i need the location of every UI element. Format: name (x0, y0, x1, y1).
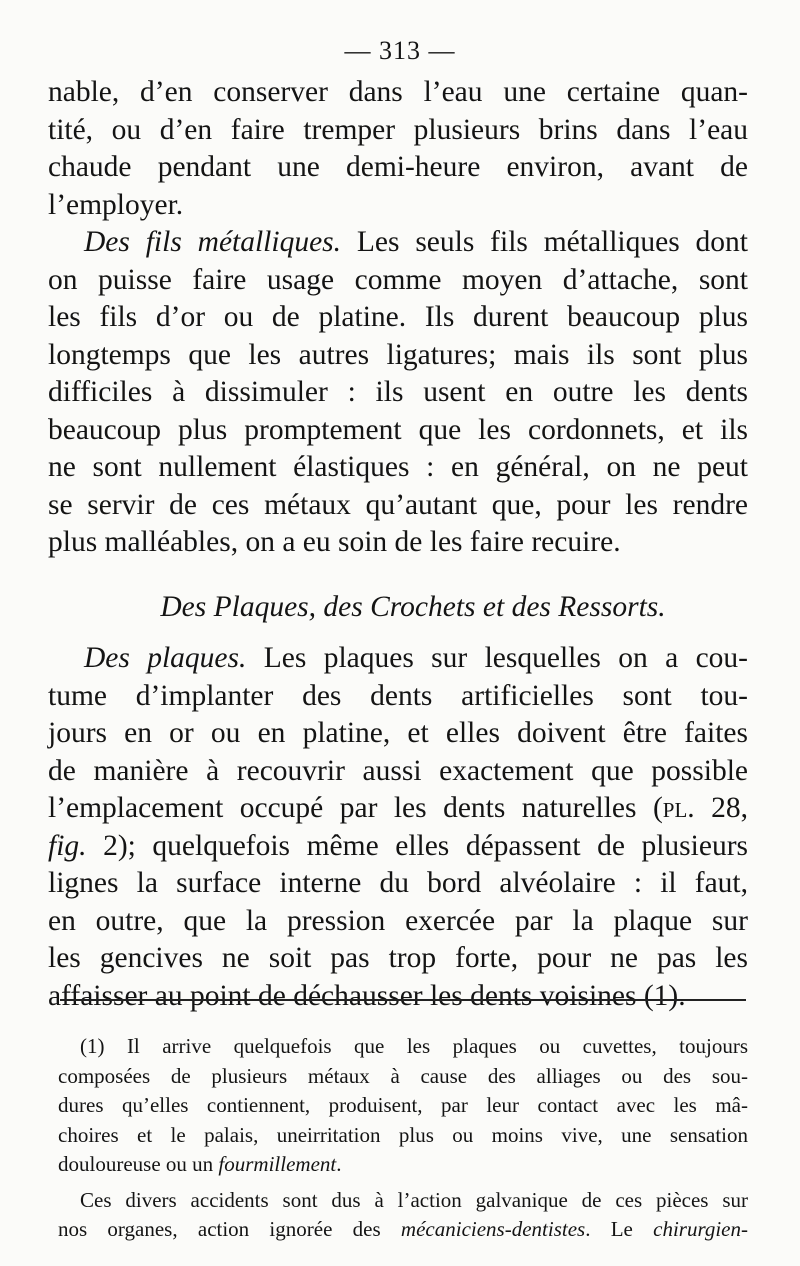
text-line: l’employer. (48, 188, 184, 221)
text-line: on puisse faire usage comme moyen d’attache, sont (48, 263, 748, 296)
plate-abbrev: pl. (662, 792, 695, 824)
text-line: longtemps que les autres ligatures; mais ils sont plus (48, 338, 748, 371)
spacer (48, 626, 748, 640)
text-line: les fils d’or ou de platine. Ils durent beaucoup plus (48, 301, 748, 333)
text-line: nable, d’en conserver dans l’eau une certaine quan- (48, 76, 748, 108)
text-line-figure-reference: fig. 2); quelquefois même elles dépassent de plusieurs (48, 829, 748, 862)
text-line: tité, ou d’en faire tremper plusieurs brins dans l’eau (48, 113, 748, 146)
footnote-line: choires et le palais, uneirritation plus ou moins vive, une sensation (58, 1122, 748, 1147)
text-line: lignes la surface interne du bord alvéolaire : il faut, (48, 867, 748, 899)
italic-term: mécaniciens-dentistes (400, 1217, 586, 1241)
spacer (48, 562, 748, 589)
footnote-line: composées de plusieurs métaux à cause des alliages ou des sou- (58, 1063, 748, 1088)
footnote-line: dures qu’elles contiennent, produisent, par leur contact avec les mâ- (58, 1093, 748, 1117)
paragraph-lead-line (48, 224, 748, 262)
paragraph-lead-line (48, 640, 748, 678)
italic-lead: Des fils métalliques. (84, 226, 342, 258)
text-line: les gencives ne soit pas trop forte, pour ne pas les (48, 942, 748, 974)
body-text (48, 74, 748, 1015)
section-heading: Des Plaques, des Crochets et des Ressorts. (160, 590, 666, 623)
lead-rest: Les plaques sur lesquelles on a cou- (246, 642, 748, 674)
footnote-line: Ces divers accidents sont dus à l’action galvanique de ces pièces sur (80, 1187, 748, 1212)
footnote-line: nos organes, action ignorée des mécaniciens-dentistes. Le chirurgien- (58, 1217, 748, 1241)
text-line: se servir de ces métaux qu’autant que, pour les rendre (48, 488, 748, 521)
footnote-line: douloureuse ou un fourmillement. (58, 1152, 342, 1176)
text-line: de manière à recouvrir aussi exactement que possible (48, 754, 748, 787)
italic-term: fourmillement (218, 1152, 337, 1176)
text-line: plus malléables, on a eu soin de les faire recuire. (48, 526, 621, 558)
italic-lead: Des plaques. (84, 642, 247, 674)
text-line: ne sont nullement élastiques : en général, on ne peut (48, 451, 748, 483)
text-line: tume d’implanter des dents artificielles sont tou- (48, 679, 748, 712)
text-line: affaisser au point de déchausser les dents voisines (1). (48, 979, 686, 1012)
footnote-separator-rule (60, 999, 746, 1001)
figure-abbrev: fig. (48, 829, 87, 862)
text-line-plate-reference: l’emplacement occupé par les dents naturelles (pl. 28, (48, 792, 748, 824)
page-number: — 313 — (344, 36, 456, 65)
text-line: jours en or ou en platine, et elles doivent être faites (48, 717, 748, 749)
text-line: beaucoup plus promptement que les cordonnets, et ils (48, 413, 748, 446)
text-line: chaude pendant une demi-heure environ, avant de (48, 151, 748, 183)
text-line: en outre, que la pression exercée par la plaque sur (48, 904, 748, 937)
lead-rest: Les seuls fils métalliques dont (341, 226, 748, 258)
footnotes (58, 1032, 748, 1245)
footnote-line: (1) Il arrive quelquefois que les plaques ou cuvettes, toujours (80, 1034, 748, 1058)
text-line: difficiles à dissimuler : ils usent en outre les dents (48, 376, 748, 408)
italic-term: chirurgien- (653, 1217, 748, 1241)
